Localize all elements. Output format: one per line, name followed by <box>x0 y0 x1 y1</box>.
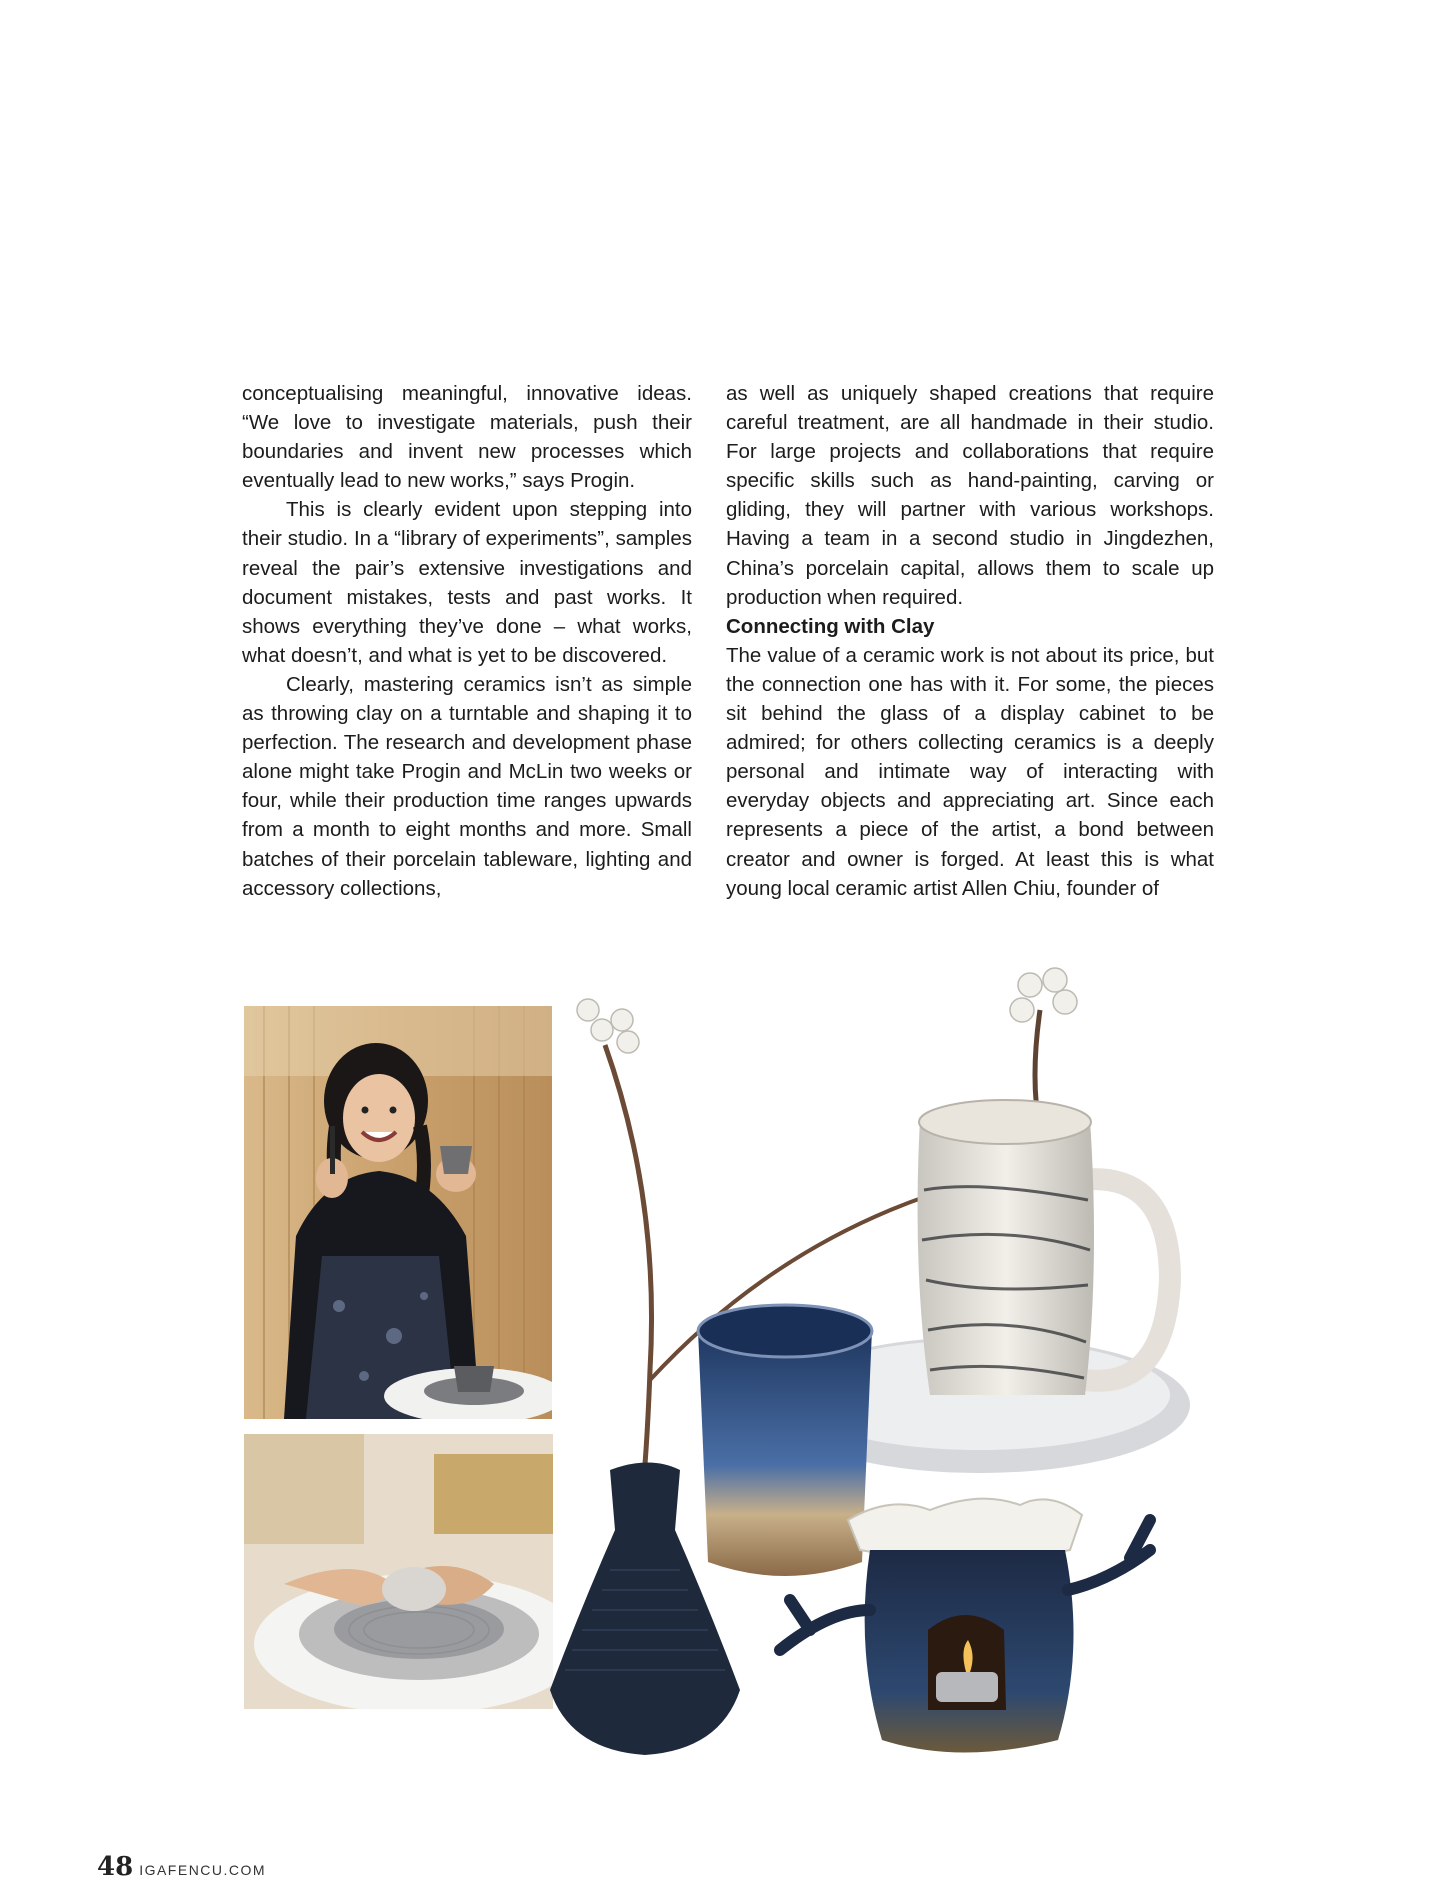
article-paragraph: conceptualising meaningful, innovative ideas. “We love to investigate materials, push their boundaries and invent new processes which eventually lead to new works,” says Progin. <box>242 382 692 493</box>
page-footer <box>97 1852 266 1882</box>
magazine-website: IGAFENCU.COM <box>139 1862 267 1878</box>
article-paragraph: as well as uniquely shaped creations that require careful treatment, are all handmade in their studio. For large projects and collaborations that require specific skills such as hand-painting, carving or gliding, they will partner with various workshops. Having a team in a second studio in Jingdezhen, China’s porcelain capital, allows them to scale up production when required. <box>726 382 1214 609</box>
article-right-column <box>726 379 1214 903</box>
section-heading: Connecting with Clay <box>726 614 935 638</box>
article-left-column <box>242 379 692 903</box>
article-paragraph: The value of a ceramic work is not about its price, but the connection one has with it. For some, the pieces sit behind the glass of a display cabinet to be admired; for others collecting ceramics is a deeply personal and intimate way of interacting with everyday objects and appreciating art. Since each represents a piece of the artist, a bond between creator and owner is forged. At least this is what young local ceramic artist Allen Chiu, founder of <box>726 643 1214 900</box>
article-paragraph: Clearly, mastering ceramics isn’t as simple as throwing clay on a turntable and shaping it to perfection. The research and development phase alone might take Progin and McLin two weeks or four, while their production time ranges upwards from a month to eight months and more. Small batches of their porcelain tableware, lighting and accessory collections, <box>242 672 692 900</box>
ceramics-still-life-image <box>510 950 1240 1770</box>
article-paragraph: This is clearly evident upon stepping into their studio. In a “library of experiments”, samples reveal the pair’s extensive investigations and document mistakes, tests and past works. It shows everything they’ve done – what works, what doesn’t, and what is yet to be discovered. <box>242 498 692 667</box>
pottery-wheel-photo <box>244 1434 553 1709</box>
page-number: 48 <box>97 1852 134 1882</box>
potter-portrait-photo <box>244 1006 552 1419</box>
